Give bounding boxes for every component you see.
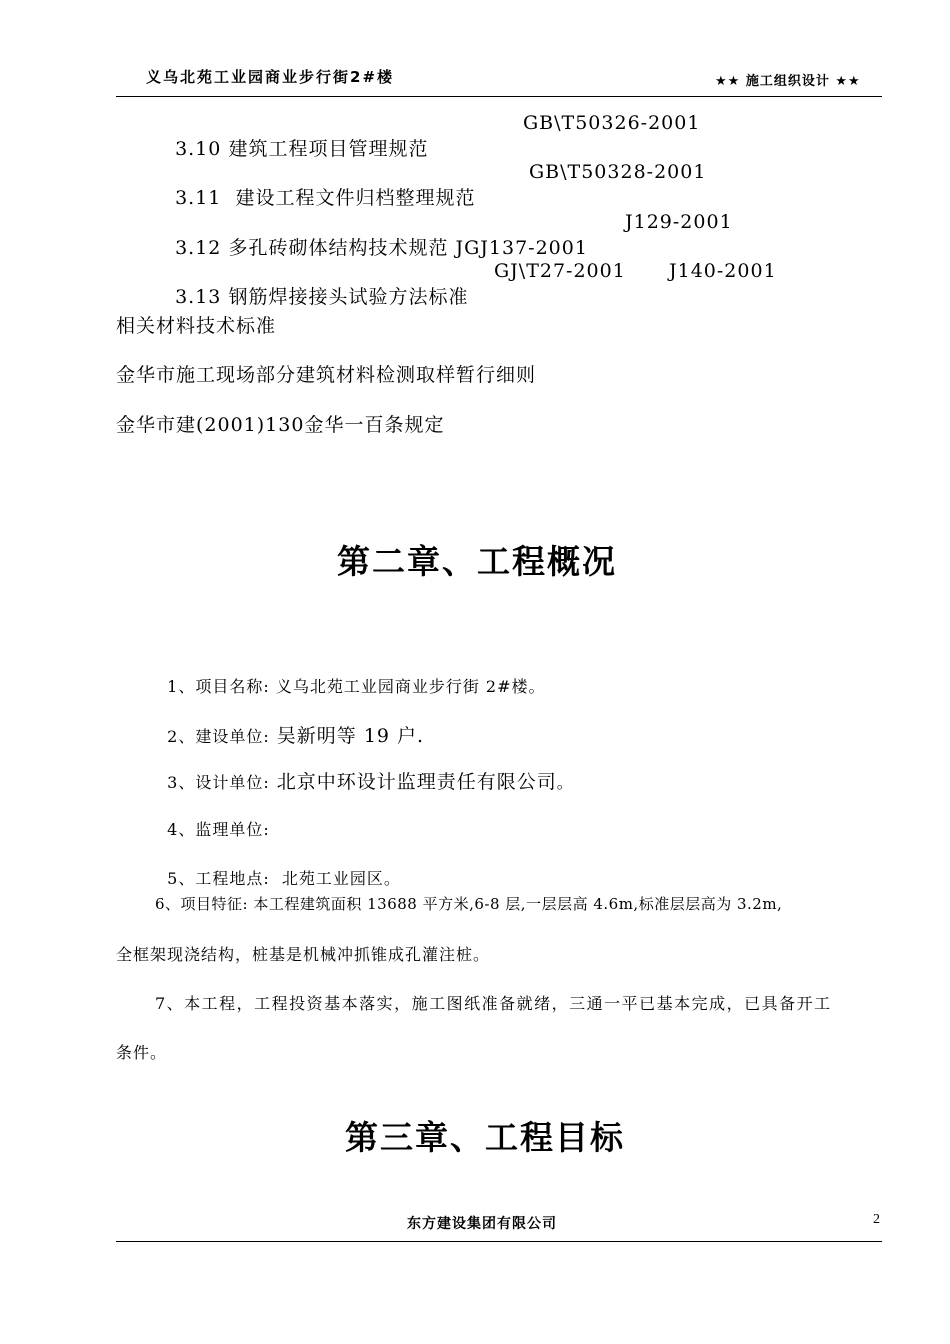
standard-label: 3.12 多孔砖砌体结构技术规范 JGJ137-2001: [175, 237, 588, 259]
standard-code: J129-2001: [625, 211, 733, 233]
designer-item: [155, 748, 574, 794]
chapter-title: 第三章、工程目标: [345, 1118, 625, 1157]
standard-item: [161, 112, 861, 160]
item-value: 吴新明等 19 户.: [269, 725, 425, 747]
location-item: [155, 847, 401, 889]
item-label: 2、建设单位:: [167, 727, 270, 746]
client-item: [155, 702, 424, 748]
standard-code: GB\T50328-2001: [529, 161, 707, 183]
standard-item: [161, 260, 861, 308]
standard-code: GJ\T27-2001: [494, 260, 626, 282]
text-line: 金华市建(2001)130金华一百条规定: [116, 414, 445, 436]
header-divider: [116, 96, 882, 97]
header-title: 义乌北苑工业园商业步行街2#楼: [146, 68, 395, 86]
item-value: 义乌北苑工业园商业步行街 2#楼。: [269, 677, 546, 696]
item-label: 4、监理单位:: [167, 820, 270, 839]
item-label: 1、项目名称:: [167, 677, 270, 696]
features-item-line1: 6、项目特征: 本工程建筑面积 13688 平方米,6-8 层,一层层高 4.6m,标准层层高为 3.2m,: [155, 895, 783, 913]
text-line: 金华市施工现场部分建筑材料检测取样暂行细则: [116, 364, 537, 386]
standard-label: 3.11 建设工程文件归档整理规范: [175, 187, 476, 209]
standard-code: GB\T50326-2001: [523, 112, 701, 134]
status-item-line1: 7、本工程，工程投资基本落实，施工图纸准备就绪，三通一平已基本完成，已具备开工: [155, 994, 832, 1013]
standard-label: 3.10 建筑工程项目管理规范: [175, 138, 429, 160]
item-end: 。: [556, 773, 574, 792]
header-subtitle: ★★ 施工组织设计 ★★: [715, 74, 861, 89]
footer-company: 东方建设集团有限公司: [407, 1216, 557, 1232]
text-line: 相关材料技术标准: [116, 315, 277, 337]
standard-code-secondary: J140-2001: [669, 260, 777, 282]
page-number: 2: [873, 1212, 880, 1227]
status-item-line2: 条件。: [116, 1043, 168, 1062]
item-label: 3、设计单位:: [167, 773, 270, 792]
chapter-title: 第二章、工程概况: [337, 542, 617, 581]
item-value: 北京中环设计监理责任有限公司: [269, 771, 557, 793]
supervisor-item: [155, 798, 270, 840]
features-item-line2: 全框架现浇结构，桩基是机械冲抓锥成孔灌注桩。: [116, 945, 491, 964]
item-label: 5、工程地点:: [167, 869, 270, 888]
standard-item: [161, 161, 861, 209]
standard-label: 3.13 钢筋焊接接头试验方法标准: [175, 286, 469, 308]
item-value: 北苑工业园区。: [269, 869, 401, 888]
footer-divider: [116, 1241, 882, 1242]
standard-item: [161, 211, 861, 259]
project-name-item: [155, 655, 546, 697]
